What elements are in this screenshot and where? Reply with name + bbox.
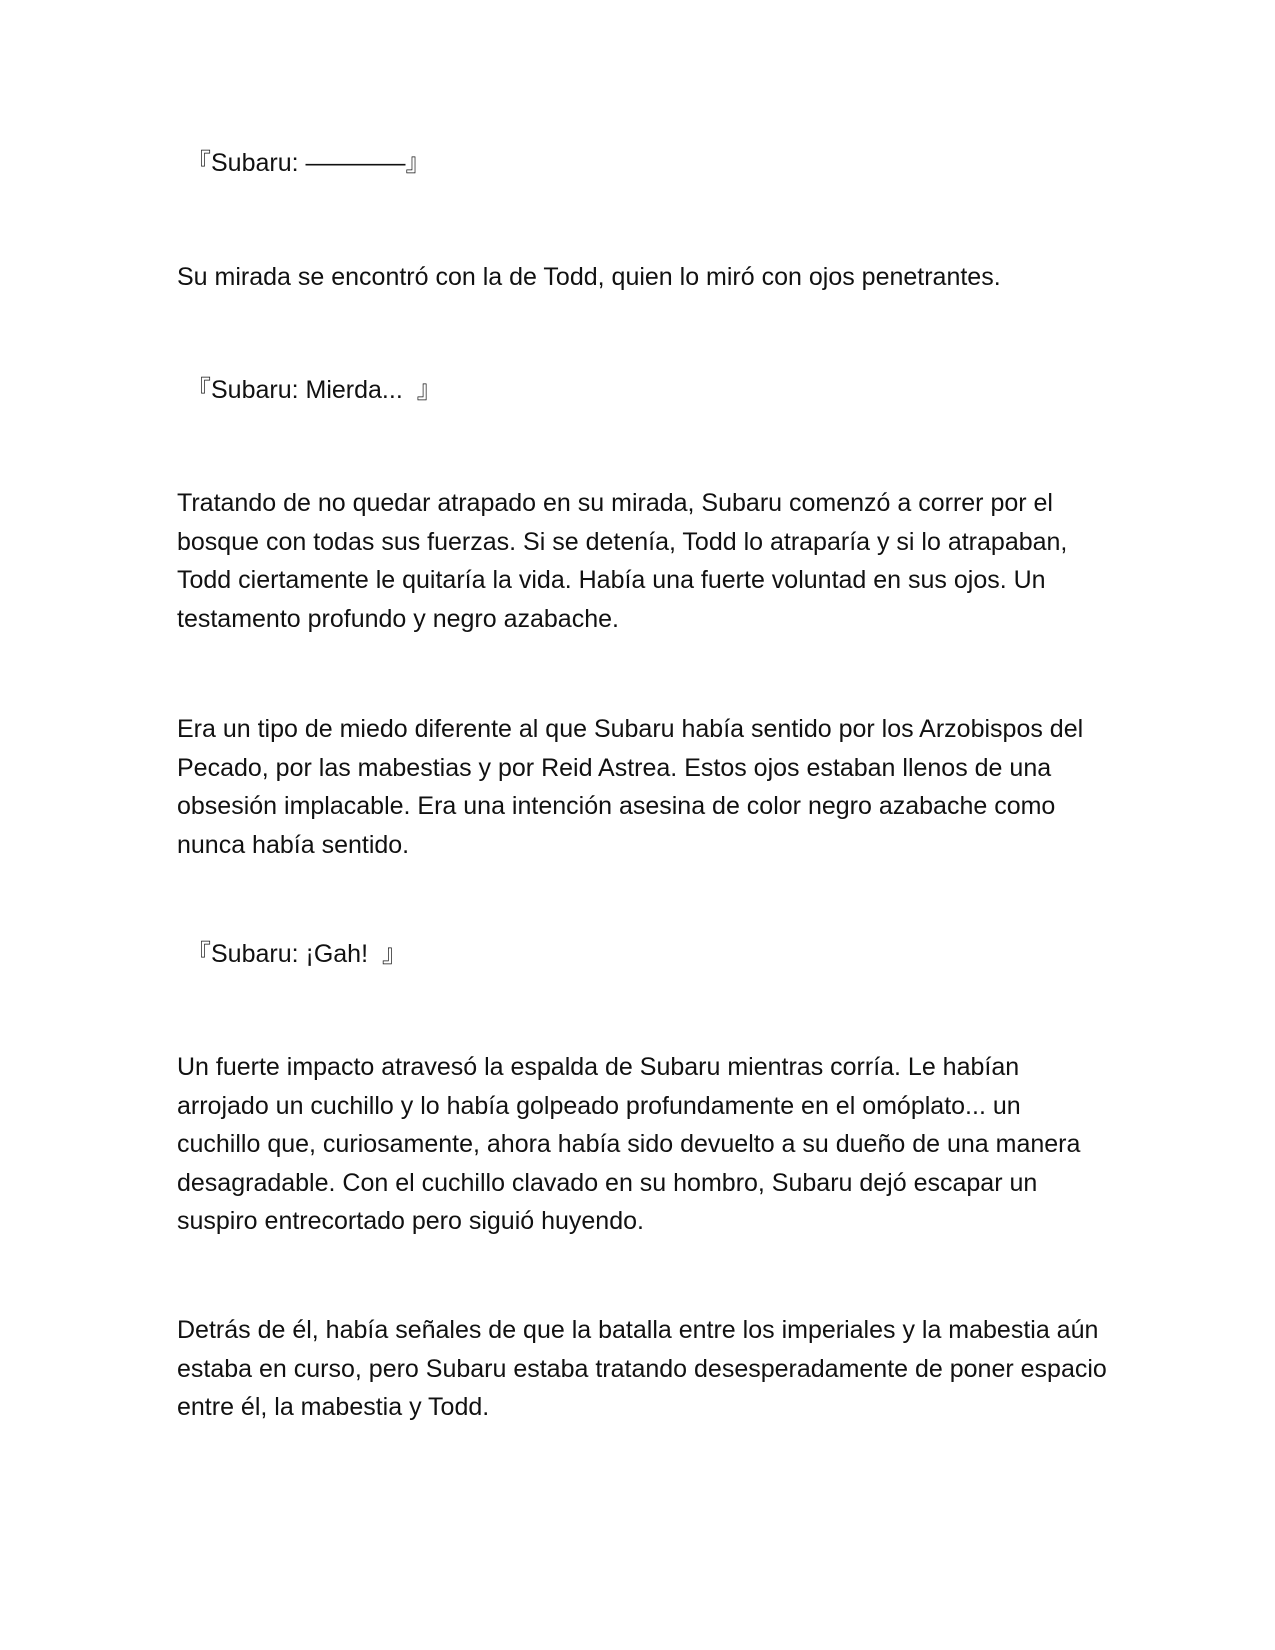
dialogue-line: 『Subaru: Mierda... 』 (186, 376, 442, 404)
paragraph: Un fuerte impacto atravesó la espalda de Subaru mientras corría. Le habían arrojado un cuchillo y lo había golpeado profundamente en el omóplato... un cuchillo que, curiosamente, ahora había sido devuelto a su dueño de una manera desagradable. Con el cuchillo clavado en su hombro, Subaru dejó escapar un suspiro entrecortado pero siguió huyendo. (177, 1053, 1081, 1235)
dialogue-line: 『Subaru: ————』 (186, 149, 431, 177)
dialogue-line: 『Subaru: ¡Gah! 』 (186, 940, 407, 968)
paragraph: Detrás de él, había señales de que la batalla entre los imperiales y la mabestia aún estaba en curso, pero Subaru estaba tratando desesperadamente de poner espacio entre él, la mabestia y Todd. (177, 1316, 1107, 1421)
paragraph: Tratando de no quedar atrapado en su mirada, Subaru comenzó a correr por el bosque con todas sus fuerzas. Si se detenía, Todd lo atraparía y si lo atrapaban, Todd ciertamente le quitaría la vida. Había una fuerte voluntad en sus ojos. Un testamento profundo y negro azabache. (177, 489, 1068, 633)
paragraph: Su mirada se encontró con la de Todd, quien lo miró con ojos penetrantes. (177, 263, 1001, 291)
paragraph: Era un tipo de miedo diferente al que Subaru había sentido por los Arzobispos del Pecado, por las mabestias y por Reid Astrea. Estos ojos estaban llenos de una obsesión implacable. Era una intención asesina de color negro azabache como nunca había sentido. (177, 715, 1084, 859)
